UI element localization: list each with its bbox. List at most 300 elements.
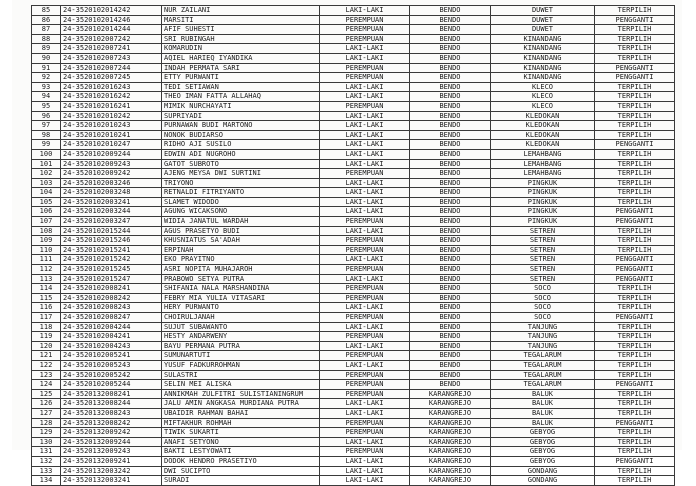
village-cell: TEGALARUM <box>491 351 595 361</box>
gender-cell: PEREMPUAN <box>320 389 410 399</box>
gender-cell: LAKI-LAKI <box>320 111 410 121</box>
district-cell: BENDO <box>410 6 491 16</box>
name-cell: SULASTRI <box>162 370 320 380</box>
registration-id-cell: 24-3520102015245 <box>61 265 162 275</box>
status-cell: TERPILIH <box>595 53 675 63</box>
registration-id-cell: 24-3520102003246 <box>61 178 162 188</box>
table-row <box>32 92 675 102</box>
gender-cell: LAKI-LAKI <box>320 149 410 159</box>
status-cell: TERPILIH <box>595 92 675 102</box>
registration-id-cell: 24-3520102015244 <box>61 226 162 236</box>
name-cell: SURADI <box>162 476 320 486</box>
village-cell: LEMAHBANG <box>491 169 595 179</box>
village-cell: KLEDOKAN <box>491 121 595 131</box>
table-row <box>32 25 675 35</box>
status-cell: TERPILIH <box>595 360 675 370</box>
table-row <box>32 476 675 486</box>
row-number-cell: 134 <box>32 476 61 486</box>
status-cell: PENGGANTI <box>595 140 675 150</box>
district-cell: KARANGREJO <box>410 428 491 438</box>
village-cell: SETREN <box>491 236 595 246</box>
table-row <box>32 34 675 44</box>
table-row <box>32 245 675 255</box>
gender-cell: PEREMPUAN <box>320 73 410 83</box>
registration-id-cell: 24-3520132003241 <box>61 476 162 486</box>
status-cell: TERPILIH <box>595 428 675 438</box>
name-cell: CHOIRULJANAH <box>162 313 320 323</box>
table-row <box>32 236 675 246</box>
registration-id-cell: 24-3520102007244 <box>61 63 162 73</box>
village-cell: GONDANG <box>491 476 595 486</box>
name-cell: EDWIN ADI NUGROHO <box>162 149 320 159</box>
status-cell: TERPILIH <box>595 188 675 198</box>
district-cell: BENDO <box>410 284 491 294</box>
status-cell: TERPILIH <box>595 236 675 246</box>
gender-cell: PEREMPUAN <box>320 236 410 246</box>
table-row <box>32 130 675 140</box>
row-number-cell: 132 <box>32 456 61 466</box>
gender-cell: LAKI-LAKI <box>320 408 410 418</box>
table-row <box>32 322 675 332</box>
status-cell: TERPILIH <box>595 149 675 159</box>
row-number-cell: 104 <box>32 188 61 198</box>
village-cell: GEBYOG <box>491 428 595 438</box>
row-number-cell: 107 <box>32 217 61 227</box>
name-cell: AQIEL HARIEQ IYANDIKA <box>162 53 320 63</box>
participant-table <box>31 5 675 486</box>
gender-cell: LAKI-LAKI <box>320 121 410 131</box>
gender-cell: PEREMPUAN <box>320 284 410 294</box>
status-cell: PENGGANTI <box>595 255 675 265</box>
table-row <box>32 274 675 284</box>
district-cell: BENDO <box>410 44 491 54</box>
registration-id-cell: 24-3520102010241 <box>61 130 162 140</box>
row-number-cell: 122 <box>32 360 61 370</box>
district-cell: BENDO <box>410 53 491 63</box>
gender-cell: PEREMPUAN <box>320 15 410 25</box>
village-cell: BALUK <box>491 418 595 428</box>
registration-id-cell: 24-3520102014246 <box>61 15 162 25</box>
row-number-cell: 130 <box>32 437 61 447</box>
row-number-cell: 105 <box>32 197 61 207</box>
district-cell: KARANGREJO <box>410 437 491 447</box>
table-row <box>32 428 675 438</box>
village-cell: SETREN <box>491 274 595 284</box>
status-cell: TERPILIH <box>595 111 675 121</box>
district-cell: BENDO <box>410 226 491 236</box>
name-cell: SHIFANIA NALA MARSHANDINA <box>162 284 320 294</box>
name-cell: RETNALDI FITRIYANTO <box>162 188 320 198</box>
village-cell: KLECO <box>491 92 595 102</box>
district-cell: BENDO <box>410 188 491 198</box>
row-number-cell: 96 <box>32 111 61 121</box>
name-cell: AJENG MEYSA DWI SURTINI <box>162 169 320 179</box>
table-row <box>32 437 675 447</box>
district-cell: BENDO <box>410 111 491 121</box>
district-cell: KARANGREJO <box>410 476 491 486</box>
table-row <box>32 217 675 227</box>
gender-cell: PEREMPUAN <box>320 34 410 44</box>
table-row <box>32 82 675 92</box>
district-cell: BENDO <box>410 101 491 111</box>
table-row <box>32 284 675 294</box>
village-cell: SETREN <box>491 265 595 275</box>
status-cell: PENGGANTI <box>595 380 675 390</box>
registration-id-cell: 24-3520102003244 <box>61 207 162 217</box>
row-number-cell: 89 <box>32 44 61 54</box>
table-row <box>32 149 675 159</box>
row-number-cell: 101 <box>32 159 61 169</box>
village-cell: BALUK <box>491 408 595 418</box>
status-cell: PENGGANTI <box>595 207 675 217</box>
name-cell: AGUNG WICAKSONO <box>162 207 320 217</box>
village-cell: GEBYOG <box>491 437 595 447</box>
village-cell: KLECO <box>491 82 595 92</box>
district-cell: BENDO <box>410 159 491 169</box>
village-cell: DUWET <box>491 6 595 16</box>
row-number-cell: 93 <box>32 82 61 92</box>
status-cell: PENGGANTI <box>595 63 675 73</box>
district-cell: BENDO <box>410 92 491 102</box>
row-number-cell: 92 <box>32 73 61 83</box>
table-row <box>32 447 675 457</box>
village-cell: KINANDANG <box>491 34 595 44</box>
registration-id-cell: 24-3520102014244 <box>61 25 162 35</box>
gender-cell: LAKI-LAKI <box>320 44 410 54</box>
row-number-cell: 114 <box>32 284 61 294</box>
status-cell: TERPILIH <box>595 245 675 255</box>
gender-cell: PEREMPUAN <box>320 245 410 255</box>
name-cell: SELIN MEI ALISKA <box>162 380 320 390</box>
gender-cell: LAKI-LAKI <box>320 303 410 313</box>
village-cell: TEGALARUM <box>491 380 595 390</box>
gender-cell: PEREMPUAN <box>320 370 410 380</box>
village-cell: TEGALARUM <box>491 360 595 370</box>
status-cell: TERPILIH <box>595 399 675 409</box>
district-cell: BENDO <box>410 245 491 255</box>
row-number-cell: 95 <box>32 101 61 111</box>
table-row <box>32 341 675 351</box>
registration-id-cell: 24-3520102009242 <box>61 169 162 179</box>
district-cell: BENDO <box>410 293 491 303</box>
name-cell: DODOK HENDRO PRASETIYO <box>162 456 320 466</box>
table-row <box>32 44 675 54</box>
table-row <box>32 380 675 390</box>
name-cell: ASRI NOPITA MUHAJAROH <box>162 265 320 275</box>
village-cell: PINGKUK <box>491 197 595 207</box>
table-row <box>32 197 675 207</box>
name-cell: EKO PRAYITNO <box>162 255 320 265</box>
row-number-cell: 121 <box>32 351 61 361</box>
registration-id-cell: 24-3520102010247 <box>61 140 162 150</box>
registration-id-cell: 24-3520102008242 <box>61 293 162 303</box>
registration-id-cell: 24-3520102007243 <box>61 53 162 63</box>
status-cell: PENGGANTI <box>595 456 675 466</box>
table-row <box>32 370 675 380</box>
table-row <box>32 53 675 63</box>
row-number-cell: 94 <box>32 92 61 102</box>
status-cell: TERPILIH <box>595 322 675 332</box>
status-cell: TERPILIH <box>595 389 675 399</box>
district-cell: BENDO <box>410 15 491 25</box>
name-cell: SUJUT SUBAWANTO <box>162 322 320 332</box>
registration-id-cell: 24-3520132008244 <box>61 399 162 409</box>
district-cell: BENDO <box>410 197 491 207</box>
table-row <box>32 265 675 275</box>
village-cell: KINANDANG <box>491 73 595 83</box>
gender-cell: LAKI-LAKI <box>320 92 410 102</box>
table-row <box>32 456 675 466</box>
name-cell: TIWIK SUKARTI <box>162 428 320 438</box>
status-cell: TERPILIH <box>595 447 675 457</box>
gender-cell: PEREMPUAN <box>320 293 410 303</box>
name-cell: YUSUF FADKURROHMAN <box>162 360 320 370</box>
registration-id-cell: 24-3520102003248 <box>61 188 162 198</box>
row-number-cell: 85 <box>32 6 61 16</box>
row-number-cell: 103 <box>32 178 61 188</box>
registration-id-cell: 24-3520102004241 <box>61 332 162 342</box>
registration-id-cell: 24-3520102003247 <box>61 217 162 227</box>
gender-cell: LAKI-LAKI <box>320 140 410 150</box>
village-cell: KLEDOKAN <box>491 130 595 140</box>
name-cell: RIDHO AJI SUSILO <box>162 140 320 150</box>
name-cell: GATOT SUBROTO <box>162 159 320 169</box>
district-cell: BENDO <box>410 63 491 73</box>
table-row <box>32 303 675 313</box>
registration-id-cell: 24-3520102005244 <box>61 380 162 390</box>
row-number-cell: 129 <box>32 428 61 438</box>
table-row <box>32 178 675 188</box>
village-cell: PINGKUK <box>491 217 595 227</box>
district-cell: BENDO <box>410 341 491 351</box>
table-row <box>32 6 675 16</box>
name-cell: MIFTAKHUR ROHMAH <box>162 418 320 428</box>
row-number-cell: 90 <box>32 53 61 63</box>
gender-cell: LAKI-LAKI <box>320 255 410 265</box>
name-cell: FEBRY MIA YULIA VITASARI <box>162 293 320 303</box>
gender-cell: PEREMPUAN <box>320 428 410 438</box>
gender-cell: LAKI-LAKI <box>320 437 410 447</box>
row-number-cell: 106 <box>32 207 61 217</box>
table-row <box>32 63 675 73</box>
row-number-cell: 110 <box>32 245 61 255</box>
table-row <box>32 408 675 418</box>
name-cell: TEDI SETIAWAN <box>162 82 320 92</box>
registration-id-cell: 24-3520102005241 <box>61 351 162 361</box>
gender-cell: LAKI-LAKI <box>320 130 410 140</box>
registration-id-cell: 24-3520102015242 <box>61 255 162 265</box>
gender-cell: LAKI-LAKI <box>320 178 410 188</box>
name-cell: PURNAWAN BUDI MARTONO <box>162 121 320 131</box>
registration-id-cell: 24-3520102005243 <box>61 360 162 370</box>
table-row <box>32 101 675 111</box>
name-cell: BAKTI LESTYOWATI <box>162 447 320 457</box>
district-cell: BENDO <box>410 303 491 313</box>
row-number-cell: 99 <box>32 140 61 150</box>
status-cell: TERPILIH <box>595 169 675 179</box>
name-cell: AFIF SUHESTI <box>162 25 320 35</box>
registration-id-cell: 24-3520102008247 <box>61 313 162 323</box>
name-cell: THEO IMAN FATTA ALLAHAQ <box>162 92 320 102</box>
status-cell: TERPILIH <box>595 351 675 361</box>
table-row <box>32 418 675 428</box>
table-row <box>32 360 675 370</box>
name-cell: SLAMET WIDODO <box>162 197 320 207</box>
district-cell: BENDO <box>410 322 491 332</box>
gender-cell: PEREMPUAN <box>320 380 410 390</box>
row-number-cell: 127 <box>32 408 61 418</box>
status-cell: PENGGANTI <box>595 15 675 25</box>
registration-id-cell: 24-3520102008243 <box>61 303 162 313</box>
row-number-cell: 91 <box>32 63 61 73</box>
name-cell: MARSITI <box>162 15 320 25</box>
table-row <box>32 332 675 342</box>
name-cell: WIDIA JANATUL WARDAH <box>162 217 320 227</box>
status-cell: TERPILIH <box>595 284 675 294</box>
name-cell: ANNIKMAH ZULFITRI SULISTIANINGRUM <box>162 389 320 399</box>
registration-id-cell: 24-3520102016243 <box>61 82 162 92</box>
gender-cell: LAKI-LAKI <box>320 188 410 198</box>
status-cell: TERPILIH <box>595 303 675 313</box>
registration-id-cell: 24-3520102004243 <box>61 341 162 351</box>
gender-cell: LAKI-LAKI <box>320 197 410 207</box>
table-row <box>32 140 675 150</box>
gender-cell: LAKI-LAKI <box>320 466 410 476</box>
name-cell: HESTY ANDARWENY <box>162 332 320 342</box>
row-number-cell: 126 <box>32 399 61 409</box>
status-cell: PENGGANTI <box>595 73 675 83</box>
status-cell: TERPILIH <box>595 101 675 111</box>
row-number-cell: 111 <box>32 255 61 265</box>
status-cell: TERPILIH <box>595 476 675 486</box>
registration-id-cell: 24-3520132009244 <box>61 437 162 447</box>
gender-cell: LAKI-LAKI <box>320 322 410 332</box>
village-cell: KLEDOKAN <box>491 111 595 121</box>
village-cell: PINGKUK <box>491 178 595 188</box>
table-row <box>32 111 675 121</box>
district-cell: BENDO <box>410 34 491 44</box>
row-number-cell: 88 <box>32 34 61 44</box>
registration-id-cell: 24-3520102007245 <box>61 73 162 83</box>
village-cell: SETREN <box>491 226 595 236</box>
row-number-cell: 109 <box>32 236 61 246</box>
table-row <box>32 313 675 323</box>
name-cell: JALU AMIN ANGKASA MURDIANA PUTRA <box>162 399 320 409</box>
row-number-cell: 102 <box>32 169 61 179</box>
table-body <box>32 6 675 486</box>
name-cell: DWI SUCIPTO <box>162 466 320 476</box>
district-cell: KARANGREJO <box>410 456 491 466</box>
row-number-cell: 125 <box>32 389 61 399</box>
status-cell: TERPILIH <box>595 197 675 207</box>
district-cell: KARANGREJO <box>410 466 491 476</box>
village-cell: GONDANG <box>491 466 595 476</box>
district-cell: BENDO <box>410 313 491 323</box>
registration-id-cell: 24-3520102010243 <box>61 121 162 131</box>
district-cell: BENDO <box>410 351 491 361</box>
gender-cell: LAKI-LAKI <box>320 6 410 16</box>
table-row <box>32 399 675 409</box>
gender-cell: PEREMPUAN <box>320 351 410 361</box>
gender-cell: PEREMPUAN <box>320 265 410 275</box>
village-cell: SOCO <box>491 303 595 313</box>
status-cell: PENGGANTI <box>595 265 675 275</box>
name-cell: ETTY PURWANTI <box>162 73 320 83</box>
row-number-cell: 87 <box>32 25 61 35</box>
village-cell: PINGKUK <box>491 207 595 217</box>
gender-cell: LAKI-LAKI <box>320 226 410 236</box>
village-cell: GEBYOG <box>491 447 595 457</box>
row-number-cell: 120 <box>32 341 61 351</box>
name-cell: SRI RUBINGAH <box>162 34 320 44</box>
district-cell: KARANGREJO <box>410 447 491 457</box>
district-cell: KARANGREJO <box>410 399 491 409</box>
gender-cell: PEREMPUAN <box>320 63 410 73</box>
gender-cell: PEREMPUAN <box>320 101 410 111</box>
gender-cell: LAKI-LAKI <box>320 360 410 370</box>
district-cell: BENDO <box>410 140 491 150</box>
village-cell: TANJUNG <box>491 322 595 332</box>
status-cell: TERPILIH <box>595 121 675 131</box>
village-cell: SOCO <box>491 293 595 303</box>
name-cell: BAYU PERMANA PUTRA <box>162 341 320 351</box>
row-number-cell: 112 <box>32 265 61 275</box>
village-cell: LEMAHBANG <box>491 149 595 159</box>
village-cell: KINANDANG <box>491 44 595 54</box>
row-number-cell: 100 <box>32 149 61 159</box>
status-cell: PENGGANTI <box>595 418 675 428</box>
gender-cell: PEREMPUAN <box>320 313 410 323</box>
district-cell: KARANGREJO <box>410 418 491 428</box>
gender-cell: LAKI-LAKI <box>320 159 410 169</box>
status-cell: PENGGANTI <box>595 274 675 284</box>
gender-cell: LAKI-LAKI <box>320 341 410 351</box>
table-row <box>32 73 675 83</box>
district-cell: BENDO <box>410 149 491 159</box>
village-cell: SOCO <box>491 313 595 323</box>
district-cell: BENDO <box>410 82 491 92</box>
name-cell: HERY PURWANTO <box>162 303 320 313</box>
table-row <box>32 255 675 265</box>
row-number-cell: 116 <box>32 303 61 313</box>
district-cell: BENDO <box>410 265 491 275</box>
status-cell: TERPILIH <box>595 408 675 418</box>
table-row <box>32 226 675 236</box>
registration-id-cell: 24-3520102009244 <box>61 149 162 159</box>
gender-cell: LAKI-LAKI <box>320 456 410 466</box>
registration-id-cell: 24-3520102016241 <box>61 101 162 111</box>
status-cell: TERPILIH <box>595 130 675 140</box>
district-cell: BENDO <box>410 207 491 217</box>
name-cell: NONOK BUDIARSO <box>162 130 320 140</box>
district-cell: BENDO <box>410 178 491 188</box>
status-cell: TERPILIH <box>595 44 675 54</box>
district-cell: KARANGREJO <box>410 408 491 418</box>
village-cell: KLECO <box>491 101 595 111</box>
name-cell: PRABOWO SETYA PUTRA <box>162 274 320 284</box>
registration-id-cell: 24-3520102008241 <box>61 284 162 294</box>
village-cell: LEMAHBANG <box>491 159 595 169</box>
status-cell: TERPILIH <box>595 178 675 188</box>
district-cell: BENDO <box>410 236 491 246</box>
district-cell: BENDO <box>410 25 491 35</box>
village-cell: DUWET <box>491 15 595 25</box>
registration-id-cell: 24-3520132003242 <box>61 466 162 476</box>
status-cell: TERPILIH <box>595 159 675 169</box>
row-number-cell: 131 <box>32 447 61 457</box>
village-cell: BALUK <box>491 399 595 409</box>
name-cell: AGUS PRASETYO BUDI <box>162 226 320 236</box>
